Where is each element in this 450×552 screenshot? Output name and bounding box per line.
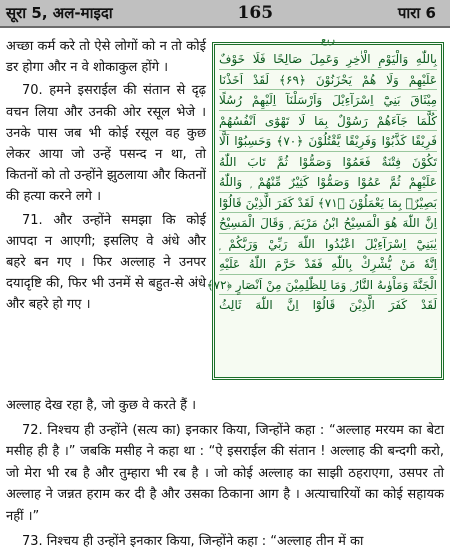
arabic-line: كُلَّمَا جَآءَهُمْ رَسُوْلٌ بِمَا لَا تَهْوٰٓى اَنْفُسُهُمْ xyxy=(219,111,437,132)
surah-label: सूरा 5, अल-माइदा xyxy=(6,4,113,22)
arabic-line: عَلَيْهِمْ ثُمَّ عَمُوْا وَصَمُّوْا كَثِيْرٌ مِّنْهُمْ ۭ وَاللّٰهُ xyxy=(219,172,437,193)
arabic-line: عَلَيْهِمْ وَلَا هُمْ يَحْزَنُوْنَ ﴿۶۹﴾ لَقَدْ اَخَذْنَا xyxy=(219,70,437,91)
hindi-translation-column xyxy=(6,36,206,392)
hindi-paragraph: 71. और उन्होंने समझा कि कोई आपदा न आएगी; इसलिए वे अंधे और बहरे बन गए । फिर अल्लाह ने उनपर दयादृष्टि की, फिर भी उनमें से बहुत-से अंधे और बहरे हो गए । xyxy=(6,212,206,313)
hindi-paragraph: अल्लाह देख रहा है, जो कुछ वे करते हैं । xyxy=(6,398,197,413)
hindi-translation-full-width xyxy=(6,395,444,552)
arabic-line: اِنَّهٗ مَنْ يُّشْرِكْ بِاللّٰهِ فَقَدْ حَرَّمَ اللّٰهُ عَلَيْهِ xyxy=(219,254,437,275)
page-number: 165 xyxy=(237,3,274,23)
hindi-paragraph: अच्छा कर्म करे तो ऐसे लोगों को न तो कोई डर होगा और न वे शोकाकुल होंगे । xyxy=(6,39,206,76)
ruku-ornament: ربع xyxy=(320,33,336,46)
para-label: पारा 6 xyxy=(397,4,436,22)
page-header xyxy=(0,0,450,28)
arabic-line: بَصِيْرٌۢ بِمَا يَعْمَلُوْنَ ﴿۷۱﴾ لَقَدْ كَفَرَ الَّذِيْنَ قَالُوْٓا xyxy=(219,193,437,214)
arabic-text-panel xyxy=(206,33,444,380)
arabic-line: مِيْثَاقَ بَنِيْٓ اِسْرَآءِيْلَ وَاَرْسَلْنَآ اِلَيْهِمْ رُسُلًا xyxy=(219,90,437,111)
hindi-paragraph: 72. निश्चय ही उन्होंने (सत्य का) इनकार किया, जिन्होंने कहा : “अल्लाह मरयम का बेटा मसीह ही है ।” जबकि मसीह ने कहा था : “ऐ इसराईल की संतान ! अल्लाह की बन्दगी करो, जो मेरा भी रब है और तुम्हारा भी रब है । जो कोई अल्लाह का साझी ठहराएगा, उसपर तो अल्लाह ने जन्नत हराम कर दी है और उसका ठिकाना आग है । अत्याचारियों का कोई सहायक नहीं ।” xyxy=(6,422,444,524)
arabic-line: اِنَّ اللّٰهَ هُوَ الْمَسِيْحُ ابْنُ مَرْيَمَ ۭ وَقَالَ الْمَسِيْحُ xyxy=(219,213,437,234)
arabic-line: تَكُوْنَ فِتْنَةٌ فَعَمُوْا وَصَمُّوْا ثُمَّ تَابَ اللّٰهُ xyxy=(219,152,437,173)
arabic-line: لَقَدْ كَفَرَ الَّذِيْنَ قَالُوْٓا اِنَّ اللّٰهَ ثَالِثُ xyxy=(219,298,437,312)
arabic-line: الْجَنَّةَ وَمَاْوٰىهُ النَّارُ ۭ وَمَا لِلظّٰلِمِيْنَ مِنْ اَنْصَارٍ ﴿۷۲﴾ xyxy=(219,275,437,296)
hindi-paragraph: 70. हमने इसराईल की संतान से दृढ़ वचन लिया और उनकी ओर रसूल भेजे । उनके पास जब भी कोई रसूल वह कुछ लेकर आया जो उन्हें पसन्द न था, तो कितनों को तो उन्होंने झुठलाया और कितनों की हत्या करने लगे । xyxy=(6,83,206,205)
arabic-line: بِاللّٰهِ وَالْيَوْمِ الْاٰخِرِ وَعَمِلَ صَالِحًا فَلَا خَوْفٌ xyxy=(219,49,437,70)
arabic-line: يٰبَنِيْٓ اِسْرَآءِيْلَ اعْبُدُوا اللّٰهَ رَبِّيْ وَرَبَّكُمْ ۭ xyxy=(219,234,437,255)
hindi-paragraph: 73. निश्चय ही उन्होंने इनकार किया, जिन्होंने कहा : “अल्लाह तीन में का xyxy=(22,533,364,549)
arabic-line: فَرِيْقًا كَذَّبُوْا وَفَرِيْقًا يَّقْتُلُوْنَ ﴿۷۰﴾ وَحَسِبُوْٓا اَلَّا xyxy=(219,131,437,152)
